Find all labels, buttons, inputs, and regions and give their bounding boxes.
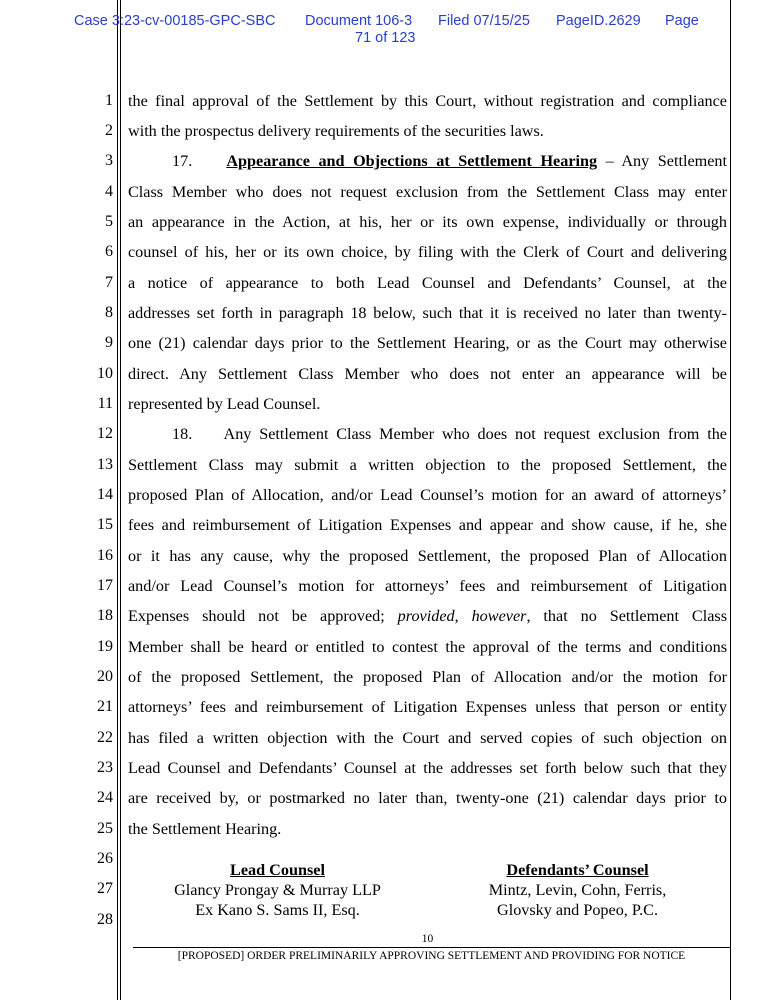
text-line: and/or Lead Counsel’s motion for attorneys’ fees and reimbursement of Litigation xyxy=(128,577,727,595)
text-line: the final approval of the Settlement by this Court, without registration and compliance xyxy=(128,92,727,110)
lead-counsel-attorney: Ex Kano S. Sams II, Esq. xyxy=(195,901,360,919)
text-line: a notice of appearance to both Lead Counsel and Defendants’ Counsel, at the xyxy=(128,274,727,292)
lead-counsel-heading: Lead Counsel xyxy=(230,861,325,879)
line-number: 15 xyxy=(97,516,113,533)
line-number: 11 xyxy=(97,395,113,412)
line-number: 22 xyxy=(97,729,113,746)
line-number: 24 xyxy=(97,789,113,806)
text-line: Member shall be heard or entitled to contest the approval of the terms and conditions xyxy=(128,638,727,656)
line-number: 16 xyxy=(97,547,113,564)
text-line: attorneys’ fees and reimbursement of Litigation Expenses unless that person or entity xyxy=(128,698,727,716)
text-run: – Any Settlement xyxy=(597,152,727,170)
text-line xyxy=(128,152,727,171)
line-number: 3 xyxy=(105,152,113,169)
line-number: 13 xyxy=(97,456,113,473)
text-line: addresses set forth in paragraph 18 below, such that it is received no later than twenty- xyxy=(128,304,727,322)
right-margin-rule xyxy=(730,0,731,1000)
text-line: proposed Plan of Allocation, and/or Lead Counsel’s motion for an award of attorneys’ xyxy=(128,486,727,504)
text-line: direct. Any Settlement Class Member who does not enter an appearance will be xyxy=(128,365,727,383)
text-run: , that no Settlement Class xyxy=(526,607,727,625)
page-of: 71 of 123 xyxy=(355,30,416,46)
line-number: 4 xyxy=(105,183,113,200)
line-number: 23 xyxy=(97,759,113,776)
line-number: 5 xyxy=(105,213,113,230)
line-number: 2 xyxy=(105,122,113,139)
line-number: 26 xyxy=(97,850,113,867)
text-line: the Settlement Hearing. xyxy=(128,820,282,838)
case-number: Case 3:23-cv-00185-GPC-SBC xyxy=(74,13,276,29)
text-line xyxy=(128,607,727,626)
document-number: Document 106-3 xyxy=(305,13,413,29)
text-line: of the proposed Settlement, the proposed Plan of Allocation and/or the motion for xyxy=(128,668,727,686)
text-line: has filed a written objection with the Court and served copies of such objection on xyxy=(128,729,727,747)
line-number: 17 xyxy=(97,577,113,594)
paragraph-number: 18. xyxy=(172,425,193,443)
line-number: 1 xyxy=(105,92,113,109)
line-number: 19 xyxy=(97,638,113,655)
line-number: 28 xyxy=(97,911,113,928)
lead-counsel-block xyxy=(140,860,415,920)
paragraph-number: 17. xyxy=(172,152,193,170)
text-line xyxy=(128,425,727,444)
page-label: Page xyxy=(665,13,699,29)
left-margin-rule-inner xyxy=(120,0,121,1000)
text-line: one (21) calendar days prior to the Settlement Hearing, or as the Court may otherwise xyxy=(128,334,727,352)
line-number: 8 xyxy=(105,304,113,321)
left-margin-rule xyxy=(117,0,118,1000)
text-run: Expenses should not be approved; xyxy=(128,607,398,625)
text-run: Any Settlement Class Member who does not request exclusion from the xyxy=(223,425,727,443)
text-line: counsel of his, her or its own choice, by filing with the Clerk of Court and delivering xyxy=(128,243,727,261)
line-number: 9 xyxy=(105,334,113,351)
footer-title: [PROPOSED] ORDER PRELIMINARILY APPROVING SETTLEMENT AND PROVIDING FOR NOTICE xyxy=(177,950,686,962)
line-number: 14 xyxy=(97,486,113,503)
footer-page-number: 10 xyxy=(421,933,434,945)
text-line: an appearance in the Action, at his, her or its own expense, individually or through xyxy=(128,213,727,231)
defendants-counsel-firm-line2: Glovsky and Popeo, P.C. xyxy=(497,901,658,919)
text-line: Lead Counsel and Defendants’ Counsel at the addresses set forth below such that they xyxy=(128,759,727,777)
text-line: Class Member who does not request exclusion from the Settlement Class may enter xyxy=(128,183,727,201)
text-line: represented by Lead Counsel. xyxy=(128,395,321,413)
line-number: 6 xyxy=(105,243,113,260)
line-number: 21 xyxy=(97,698,113,715)
line-number: 10 xyxy=(97,365,113,382)
line-number: 27 xyxy=(97,880,113,897)
line-number: 20 xyxy=(97,668,113,685)
line-number: 18 xyxy=(97,607,113,624)
text-line: Settlement Class may submit a written objection to the proposed Settlement, the xyxy=(128,456,727,474)
text-line: are received by, or postmarked no later than, twenty-one (21) calendar days prior to xyxy=(128,789,727,807)
defendants-counsel-heading: Defendants’ Counsel xyxy=(506,861,649,879)
line-number: 7 xyxy=(105,274,113,291)
defendants-counsel-firm-line1: Mintz, Levin, Cohn, Ferris, xyxy=(488,881,667,899)
line-number: 25 xyxy=(97,820,113,837)
line-number: 12 xyxy=(97,425,113,442)
filed-date: Filed 07/15/25 xyxy=(438,13,530,29)
page-id: PageID.2629 xyxy=(556,13,641,29)
text-line: or it has any cause, why the proposed Settlement, the proposed Plan of Allocation xyxy=(128,547,727,565)
text-line: fees and reimbursement of Litigation Expenses and appear and show cause, if he, she xyxy=(128,516,727,534)
footer-divider xyxy=(133,947,730,948)
text-line: with the prospectus delivery requirements of the securities laws. xyxy=(128,122,544,140)
defendants-counsel-block xyxy=(450,860,705,920)
section-heading: Appearance and Objections at Settlement Hearing xyxy=(226,152,598,170)
italic-text: provided, however xyxy=(397,607,527,625)
lead-counsel-firm: Glancy Prongay & Murray LLP xyxy=(174,881,381,899)
